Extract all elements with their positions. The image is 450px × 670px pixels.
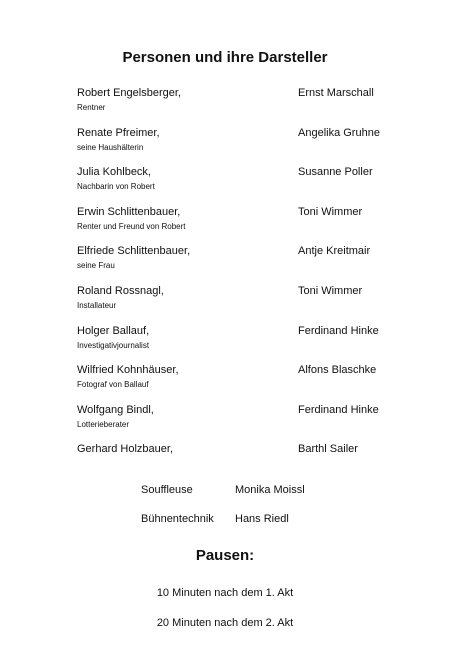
role-name: Robert Engelsberger, xyxy=(77,87,181,99)
role-description: Installateur xyxy=(77,300,117,310)
crew-label: Bühnentechnik xyxy=(141,513,214,525)
cast-row xyxy=(77,244,387,284)
role-description: Lotterieberater xyxy=(77,419,130,429)
cast-row xyxy=(77,284,387,324)
cast-row xyxy=(77,205,387,245)
cast-row xyxy=(77,442,387,482)
cast-row xyxy=(77,363,387,403)
role-name: Julia Kohlbeck, xyxy=(77,166,151,179)
role-description: Investigativjournalist xyxy=(77,340,150,350)
crew-person: Monika Moissl xyxy=(235,484,305,496)
actor-name: Toni Wimmer xyxy=(298,205,363,218)
cast-list xyxy=(77,86,387,482)
cast-row xyxy=(77,324,387,364)
role-name: Gerhard Holzbauer, xyxy=(77,443,173,456)
actor-name: Antje Kreitmair xyxy=(298,245,371,258)
role-description: Fotograf von Ballauf xyxy=(77,380,149,390)
crew-list xyxy=(141,483,341,541)
actor-name: Ferdinand Hinke xyxy=(298,324,379,337)
pause-item: 10 Minuten nach dem 1. Akt xyxy=(156,587,294,599)
role-description: seine Frau xyxy=(77,261,115,271)
role-description: Rentner xyxy=(77,103,106,112)
actor-name: Toni Wimmer xyxy=(298,284,363,297)
actor-name: Ernst Marschall xyxy=(298,87,374,99)
cast-row xyxy=(77,403,387,443)
role-name: Renate Pfreimer, xyxy=(77,126,160,139)
role-name: Wolfgang Bindl, xyxy=(77,403,154,416)
cast-row xyxy=(77,86,387,126)
page-title: Personen und ihre Darsteller xyxy=(122,49,328,66)
crew-person: Hans Riedl xyxy=(235,513,289,525)
role-description: Nachbarin von Robert xyxy=(77,182,155,192)
pause-item: 20 Minuten nach dem 2. Akt xyxy=(156,617,294,629)
actor-name: Barthl Sailer xyxy=(298,443,358,456)
role-description: seine Haushälterin xyxy=(77,142,144,152)
role-name: Roland Rossnagl, xyxy=(77,284,164,297)
crew-row xyxy=(141,512,341,541)
actor-name: Ferdinand Hinke xyxy=(298,403,379,416)
role-description: Renter und Freund von Robert xyxy=(77,221,186,231)
role-name: Holger Ballauf, xyxy=(77,324,150,337)
crew-row xyxy=(141,483,341,512)
cast-row xyxy=(77,165,387,205)
actor-name: Susanne Poller xyxy=(298,166,373,179)
actor-name: Angelika Gruhne xyxy=(298,126,380,139)
role-name: Wilfried Kohnhäuser, xyxy=(77,364,179,377)
crew-label: Souffleuse xyxy=(141,484,193,496)
role-name: Elfriede Schlittenbauer, xyxy=(77,245,191,258)
cast-row xyxy=(77,126,387,166)
role-name: Erwin Schlittenbauer, xyxy=(77,205,181,218)
actor-name: Alfons Blaschke xyxy=(298,364,377,377)
pauses-list xyxy=(0,586,450,646)
pauses-heading: Pausen: xyxy=(195,547,255,564)
